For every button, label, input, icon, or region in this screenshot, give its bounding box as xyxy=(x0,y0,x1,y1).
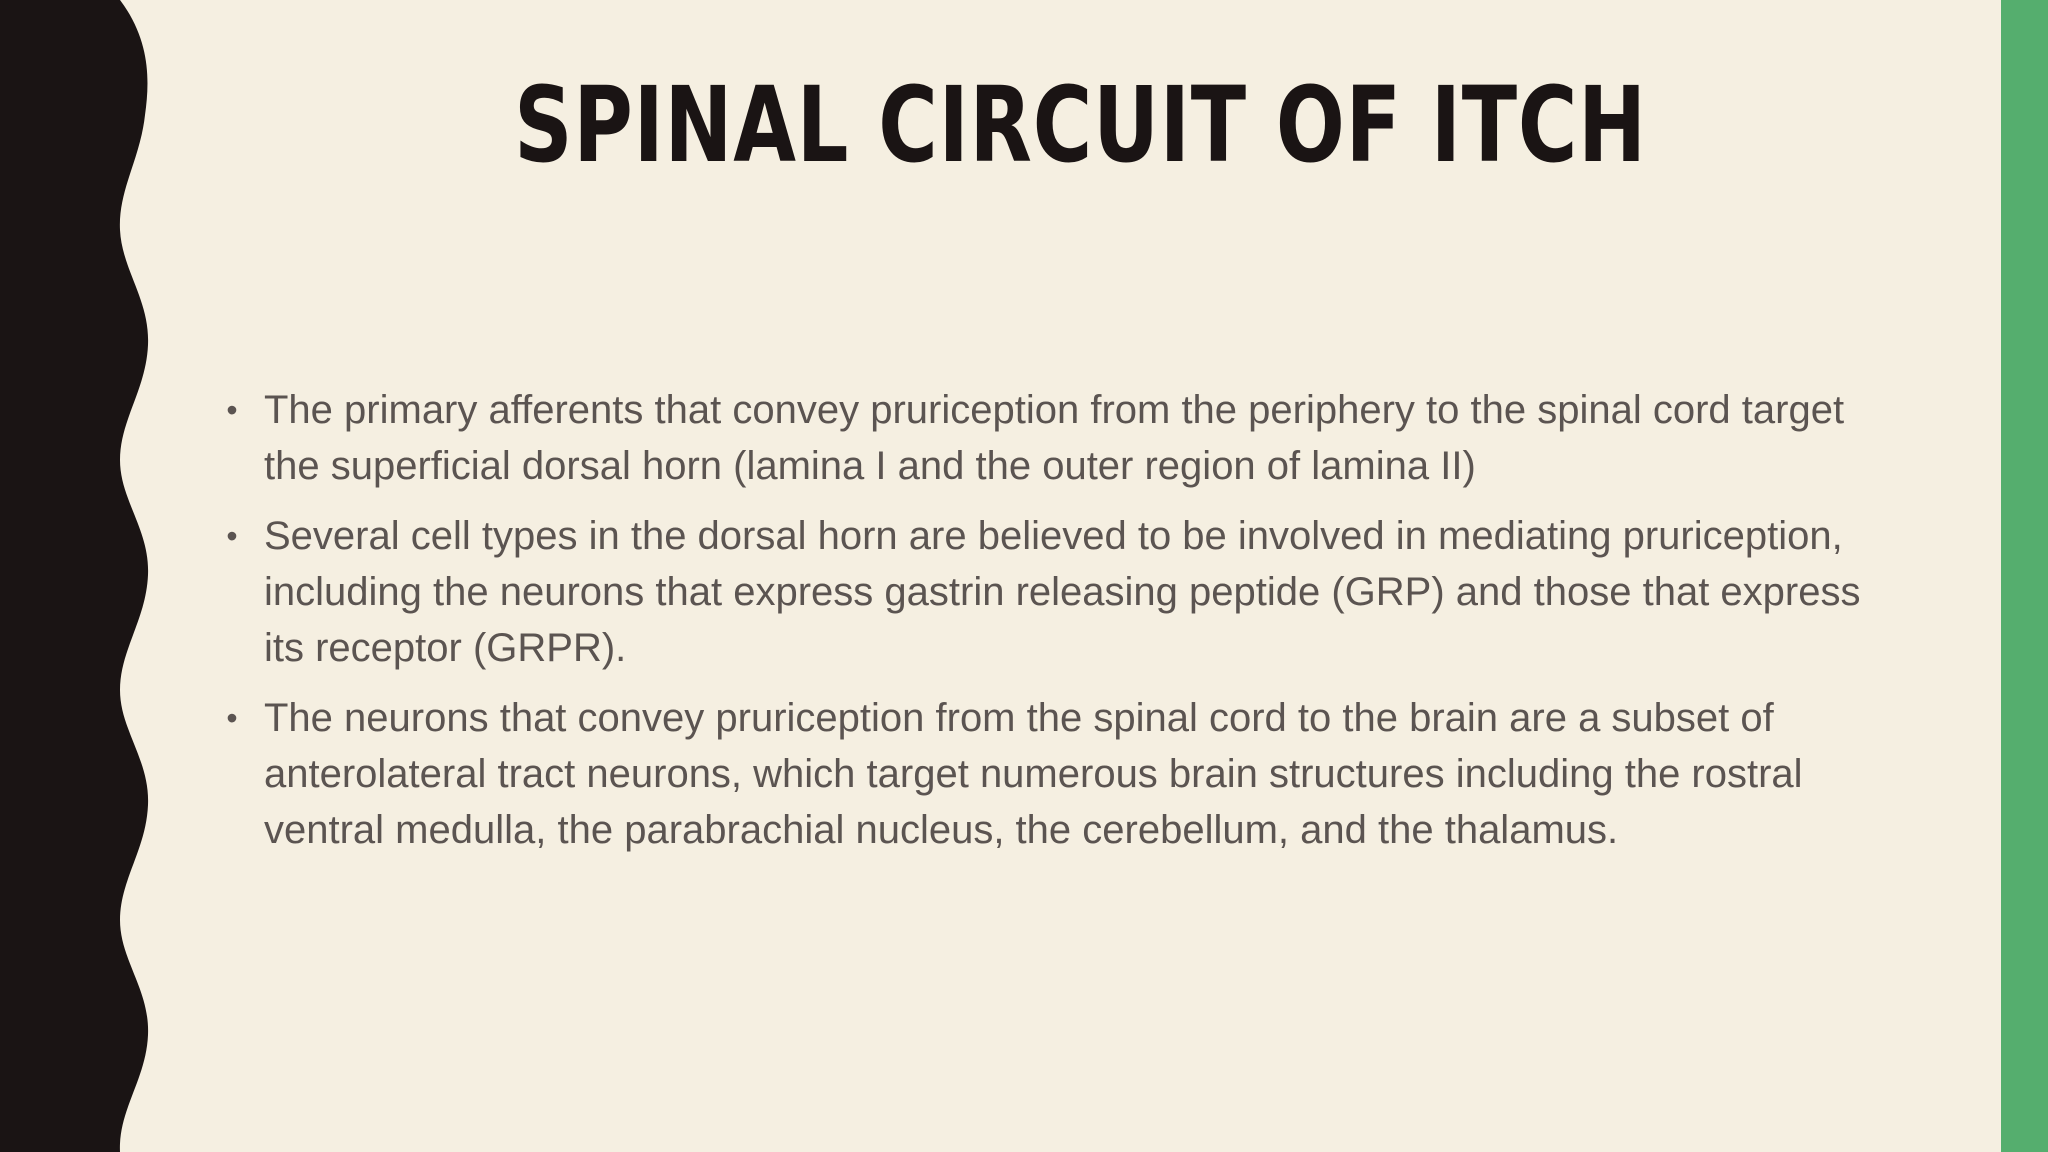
bullet-dot-icon: • xyxy=(226,518,238,554)
green-accent-bar xyxy=(2001,0,2048,1152)
bullet-text: Several cell types in the dorsal horn are believed to be involved in mediating pruriception, including the neurons that express gastrin releasing peptide (GRP) and those that express its receptor (GRPR). xyxy=(264,514,1861,670)
bullet-text: The neurons that convey pruriception from the spinal cord to the brain are a subset of anterolateral tract neurons, which target numerous brain structures including the rostral ventral medulla, the parabrachial nucleus, the cerebellum, and the thalamus. xyxy=(264,696,1803,852)
slide-title: SPINAL CIRCUIT OF ITCH xyxy=(514,64,1647,186)
bullet-dot-icon: • xyxy=(226,392,238,428)
bullet-item xyxy=(222,508,1902,676)
bullet-item xyxy=(222,382,1902,494)
bullet-text: The primary afferents that convey pruriception from the periphery to the spinal cord target the superficial dorsal horn (lamina I and the outer region of lamina II) xyxy=(264,388,1845,488)
wavy-side-band xyxy=(0,0,160,1152)
bullet-dot-icon: • xyxy=(226,700,238,736)
bullet-item xyxy=(222,690,1902,858)
bullet-list xyxy=(222,382,1902,872)
